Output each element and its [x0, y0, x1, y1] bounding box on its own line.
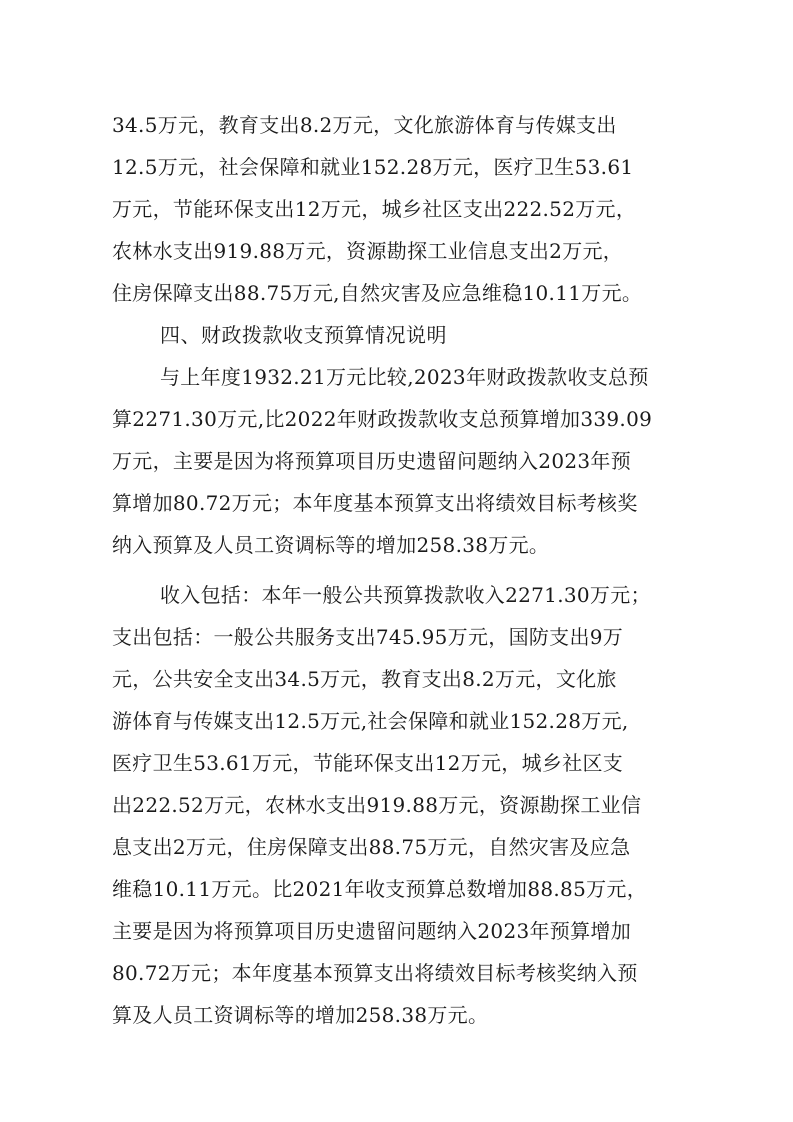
text-line: 农林水支出919.88万元，资源勘探工业信息支出2万元， [112, 239, 624, 263]
text-line: 医疗卫生53.61万元，节能环保支出12万元，城乡社区支 [112, 751, 624, 775]
text-line: 算及人员工资调标等的增加258.38万元。 [112, 1003, 489, 1027]
text-line: 息支出2万元，住房保障支出88.75万元，自然灾害及应急 [112, 835, 631, 859]
text-line: 34.5万元，教育支出8.2万元，文化旅游体育与传媒支出 [112, 113, 617, 137]
text-line: 维稳10.11万元。比2021年收支预算总数增加88.85万元， [112, 877, 648, 901]
text-line: 与上年度1932.21万元比较,2023年财政拨款收支总预 [160, 365, 649, 389]
text-line: 万元，主要是因为将预算项目历史遗留问题纳入2023年预 [112, 449, 631, 473]
text-line: 出222.52万元，农林水支出919.88万元，资源勘探工业信 [112, 793, 642, 817]
paragraph-continued [112, 104, 682, 314]
text-line: 住房保障支出88.75万元,自然灾害及应急维稳10.11万元。 [112, 281, 643, 305]
text-line: 收入包括：本年一般公共预算拨款收入2271.30万元； [160, 583, 651, 607]
text-line: 游体育与传媒支出12.5万元,社会保障和就业152.28万元, [112, 709, 629, 733]
paragraph-detail [112, 574, 682, 1036]
text-line: 纳入预算及人员工资调标等的增加258.38万元。 [112, 533, 550, 557]
text-line: 支出包括：一般公共服务支出745.95万元，国防支出9万 [112, 625, 624, 649]
text-line: 12.5万元，社会保障和就业152.28万元，医疗卫生53.61 [112, 155, 634, 179]
section-heading-block [112, 314, 682, 356]
text-line: 万元，节能环保支出12万元，城乡社区支出222.52万元， [112, 197, 637, 221]
text-line: 元，公共安全支出34.5万元，教育支出8.2万元，文化旅 [112, 667, 617, 691]
text-line: 算2271.30万元,比2022年财政拨款收支总预算增加339.09 [112, 407, 653, 431]
text-line: 80.72万元；本年度基本预算支出将绩效目标考核奖纳入预 [112, 961, 638, 985]
text-line: 主要是因为将预算项目历史遗留问题纳入2023年预算增加 [112, 919, 631, 943]
paragraph-comparison [112, 356, 682, 566]
section-heading: 四、财政拨款收支预算情况说明 [160, 323, 447, 347]
text-line: 算增加80.72万元；本年度基本预算支出将绩效目标考核奖 [112, 491, 638, 515]
